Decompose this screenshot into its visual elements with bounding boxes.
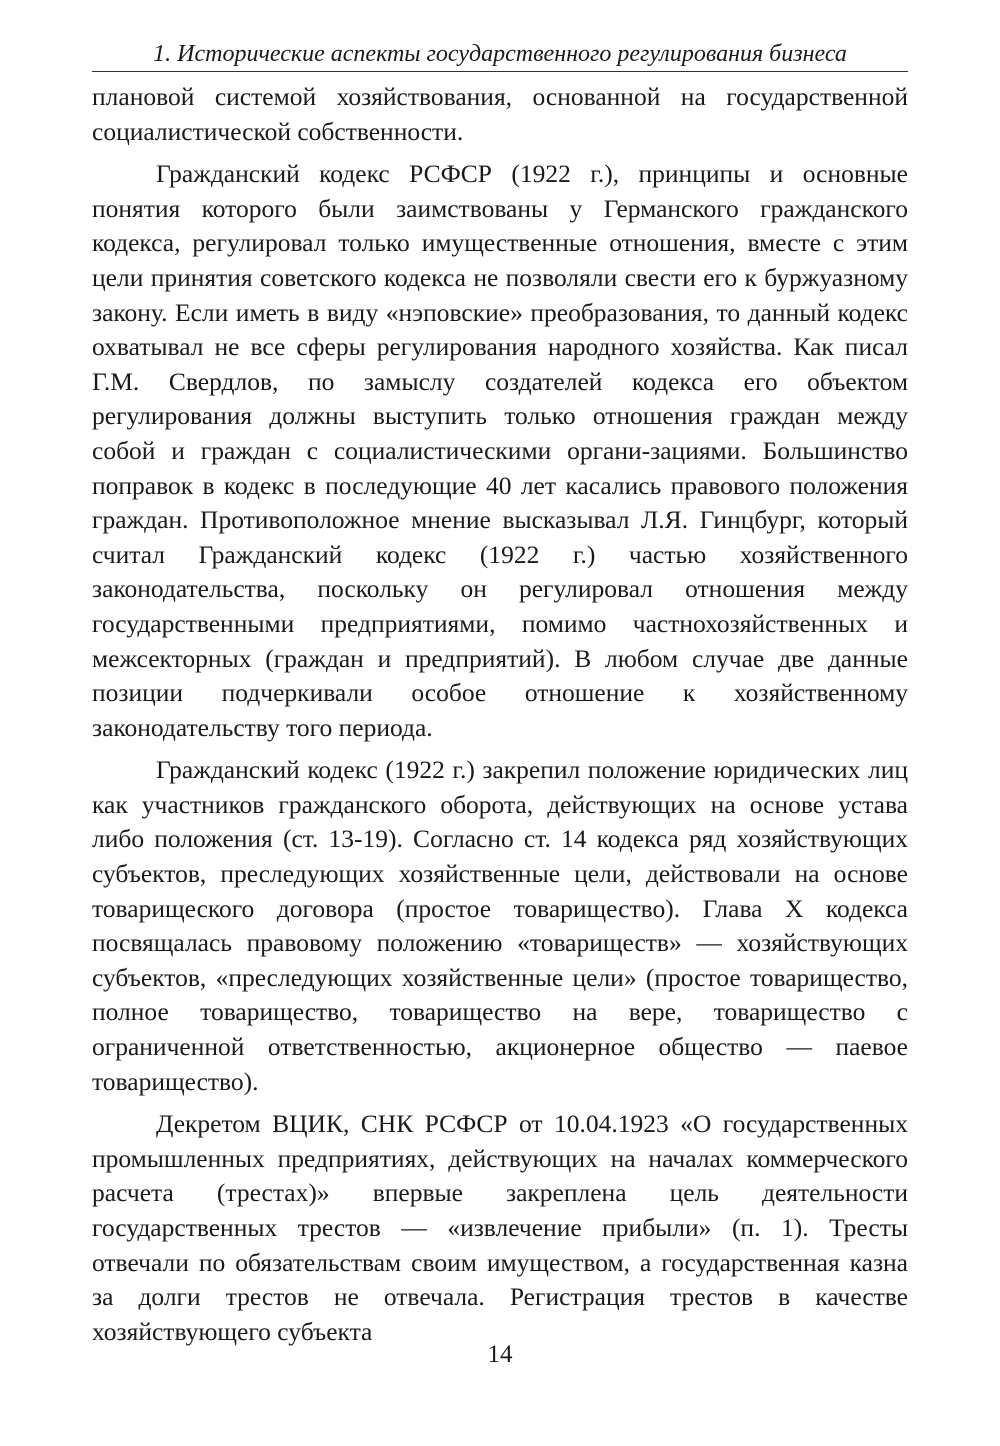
paragraph-civil-code-1922: Гражданский кодекс РСФСР (1922 г.), принципы и основные понятия которого были заимствованы у Германского гражданского кодекса, регулировал только имущественные отношения, вместе с этим цели принятия советского кодекса не позволяли свести его к буржуазному закону. Если иметь в виду «нэповские» преобразования, то данный кодекс охватывал не все сферы регулирования народного хозяйства. Как писал Г.М. Свердлов, по замыслу создателей кодекса его объектом регулирования должны выступить только отношения граждан между собой и граждан с социалистическими органи-зациями. Большинство поправок в кодекс в последующие 40 лет касались правового положения граждан. Противоположное мнение высказывал Л.Я. Гинцбург, который считал Гражданский кодекс (1922 г.) частью хозяйственного законодательства, поскольку он регулировал отношения между государственными предприятиями, помимо частнохозяйственных и межсекторных (граждан и предприятий). В любом случае две данные позиции подчеркивали особое отношение к хозяйственному законодательству того периода. [92, 159, 908, 742]
paragraph-legal-entities: Гражданский кодекс (1922 г.) закрепил положение юридических лиц как участников гражданского оборота, действующих на основе устава либо положения (ст. 13-19). Согласно ст. 14 кодекса ряд хозяйствующих субъектов, преследующих хозяйственные цели, действовали на основе товарищеского договора (простое товарищество). Глава X кодекса посвящалась правовому положению «товариществ» — хозяйствующих субъектов, «преследующих хозяйственные цели» (простое товарищество, полное товарищество, товарищество на вере, товарищество с ограниченной ответственностью, акционерное общество — паевое товарищество). [92, 755, 908, 1096]
paragraph-continuation: плановой системой хозяйствования, основанной на государственной социалистической собственности. [92, 82, 908, 146]
paragraph-trusts-decree: Декретом ВЦИК, СНК РСФСР от 10.04.1923 «О государственных промышленных предприятиях, действующих на началах коммерческого расчета (трестах)» впервые закреплена цель деятельности государственных трестов — «извлечение прибыли» (п. 1). Тресты отвечали по обязательствам своим имуществом, а государственная казна за долги трестов не отвечала. Регистрация трестов в качестве хозяйствующего субъекта [92, 1109, 908, 1346]
document-page [92, 40, 908, 1357]
running-header: 1. Исторические аспекты государственного регулирования бизнеса [92, 40, 908, 72]
page-number: 14 [487, 1341, 513, 1368]
